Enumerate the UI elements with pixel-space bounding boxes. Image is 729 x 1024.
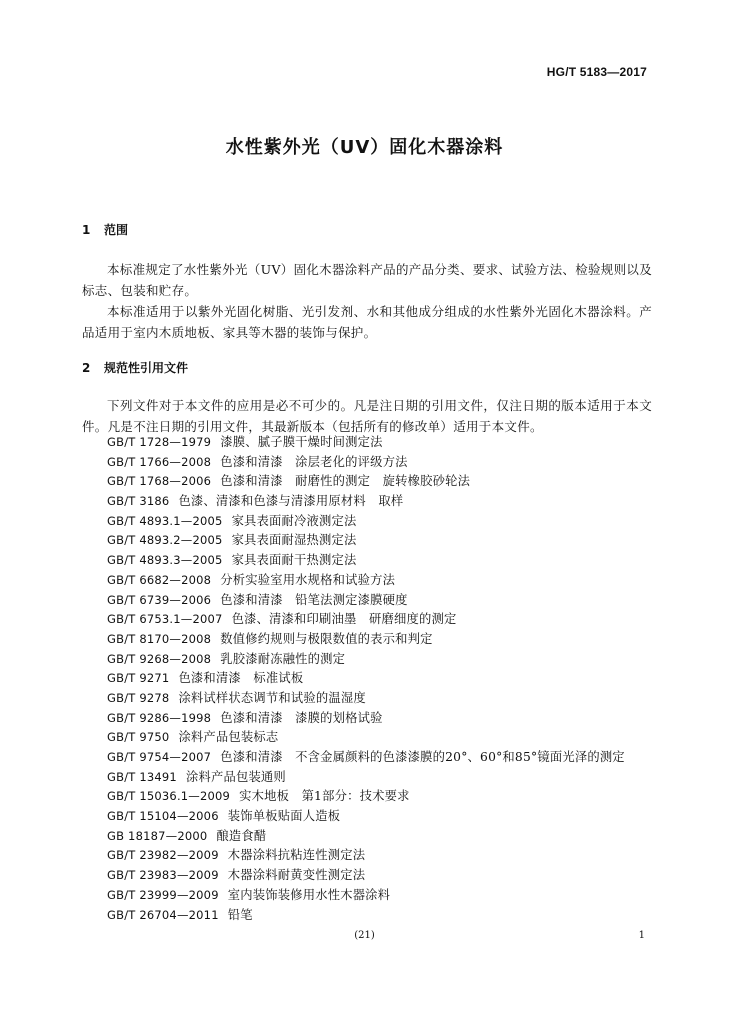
reference-item: [107, 709, 667, 729]
reference-code: GB/T 9268—2008: [107, 651, 212, 666]
reference-item: [107, 531, 667, 551]
reference-code: GB/T 9750: [107, 730, 170, 745]
reference-title: 实木地板 第1部分：技术要求: [239, 789, 410, 804]
section-2-number: 2: [82, 361, 91, 375]
reference-title: 色漆和清漆 耐磨性的测定 旋转橡胶砂轮法: [220, 474, 471, 489]
reference-title: 铅笔: [227, 907, 253, 922]
reference-title: 酿造食醋: [216, 828, 267, 843]
reference-title: 家具表面耐湿热测定法: [231, 533, 357, 548]
reference-title: 木器涂料抗粘连性测定法: [227, 848, 366, 863]
document-title: 水性紫外光（UV）固化木器涂料: [225, 137, 504, 158]
reference-item: [107, 433, 667, 453]
sub-page-marker: (21): [354, 930, 375, 941]
reference-item: [107, 906, 667, 926]
reference-title: 色漆、清漆和印刷油墨 研磨细度的测定: [231, 612, 457, 627]
section-1-title: 范围: [104, 223, 129, 237]
section-1-heading: [82, 221, 128, 238]
reference-title: 分析实验室用水规格和试验方法: [220, 572, 396, 587]
reference-code: GB/T 23999—2009: [107, 887, 219, 902]
reference-code: GB/T 4893.3—2005: [107, 553, 223, 568]
section-2-title: 规范性引用文件: [104, 361, 189, 375]
reference-code: GB/T 1766—2008: [107, 454, 212, 469]
reference-code: GB/T 3186: [107, 494, 170, 509]
reference-item: [107, 669, 667, 689]
reference-title: 室内装饰装修用水性木器涂料: [227, 887, 391, 902]
reference-code: GB/T 23983—2009: [107, 868, 219, 883]
reference-title: 装饰单板贴面人造板: [227, 809, 341, 824]
section-2-heading: [82, 359, 188, 376]
reference-item: [107, 551, 667, 571]
reference-title: 漆膜、腻子膜干燥时间测定法: [220, 435, 383, 449]
reference-item: [107, 689, 667, 709]
reference-code: GB/T 26704—2011: [107, 907, 219, 922]
reference-code: GB 18187—2000: [107, 828, 208, 843]
reference-item: [107, 630, 667, 650]
reference-item: [107, 453, 667, 473]
reference-item: [107, 807, 667, 827]
reference-item: [107, 650, 667, 670]
reference-code: GB/T 23982—2009: [107, 848, 219, 863]
reference-code: GB/T 9271: [107, 671, 170, 686]
section-2-intro: 下列文件对于本文件的应用是必不可少的。凡是注日期的引用文件，仅注日期的版本适用于本文件。凡是不注日期的引用文件，其最新版本（包括所有的修改单）适用于本文件。: [82, 398, 652, 434]
section-1-number: 1: [82, 223, 91, 237]
reference-code: GB/T 9278: [107, 690, 170, 705]
reference-item: [107, 748, 667, 768]
reference-title: 乳胶漆耐冻融性的测定: [220, 651, 346, 666]
standard-code: HG/T 5183—2017: [546, 65, 647, 79]
reference-code: GB/T 6753.1—2007: [107, 612, 223, 627]
section-1-paragraph-2: 本标准适用于以紫外光固化树脂、光引发剂、水和其他成分组成的水性紫外光固化木器涂料。产品适用于室内木质地板、家具等木器的装饰与保护。: [82, 304, 652, 340]
reference-list: [107, 433, 667, 925]
reference-code: GB/T 6739—2006: [107, 592, 212, 607]
reference-title: 木器涂料耐黄变性测定法: [227, 868, 366, 883]
reference-code: GB/T 4893.2—2005: [107, 533, 223, 548]
reference-code: GB/T 4893.1—2005: [107, 513, 223, 528]
page-number: 1: [638, 930, 645, 941]
reference-title: 色漆、清漆和色漆与清漆用原材料 取样: [178, 494, 404, 509]
reference-item: [107, 827, 667, 847]
reference-code: GB/T 1728—1979: [107, 435, 212, 449]
reference-title: 家具表面耐干热测定法: [231, 553, 357, 568]
reference-code: GB/T 13491: [107, 769, 177, 784]
reference-code: GB/T 15036.1—2009: [107, 789, 231, 804]
reference-item: [107, 512, 667, 532]
reference-item: [107, 571, 667, 591]
reference-code: GB/T 8170—2008: [107, 631, 212, 646]
reference-code: GB/T 9286—1998: [107, 710, 212, 725]
reference-code: GB/T 15104—2006: [107, 809, 219, 824]
reference-code: GB/T 1768—2006: [107, 474, 212, 489]
reference-item: [107, 886, 667, 906]
reference-item: [107, 610, 667, 630]
reference-title: 涂料试样状态调节和试验的温湿度: [178, 690, 366, 705]
reference-item: [107, 846, 667, 866]
reference-code: GB/T 9754—2007: [107, 750, 212, 764]
reference-item: [107, 728, 667, 748]
reference-title: 色漆和清漆 不含金属颜料的色漆漆膜的20°、60°和85°镜面光泽的测定: [220, 750, 625, 764]
reference-title: 色漆和清漆 标准试板: [178, 671, 304, 686]
section-1-paragraph-1: 本标准规定了水性紫外光（UV）固化木器涂料产品的产品分类、要求、试验方法、检验规则以及标志、包装和贮存。: [82, 262, 652, 298]
reference-item: [107, 472, 667, 492]
reference-item: [107, 787, 667, 807]
reference-title: 家具表面耐冷液测定法: [231, 513, 357, 528]
reference-item: [107, 591, 667, 611]
reference-item: [107, 492, 667, 512]
reference-title: 色漆和清漆 涂层老化的评级方法: [220, 454, 408, 469]
reference-title: 色漆和清漆 铅笔法测定漆膜硬度: [220, 592, 408, 607]
reference-title: 涂料产品包装标志: [178, 730, 279, 745]
reference-item: [107, 768, 667, 788]
reference-title: 数值修约规则与极限数值的表示和判定: [220, 631, 433, 646]
reference-item: [107, 866, 667, 886]
reference-code: GB/T 6682—2008: [107, 572, 212, 587]
reference-title: 涂料产品包装通则: [185, 769, 286, 784]
reference-title: 色漆和清漆 漆膜的划格试验: [220, 710, 383, 725]
